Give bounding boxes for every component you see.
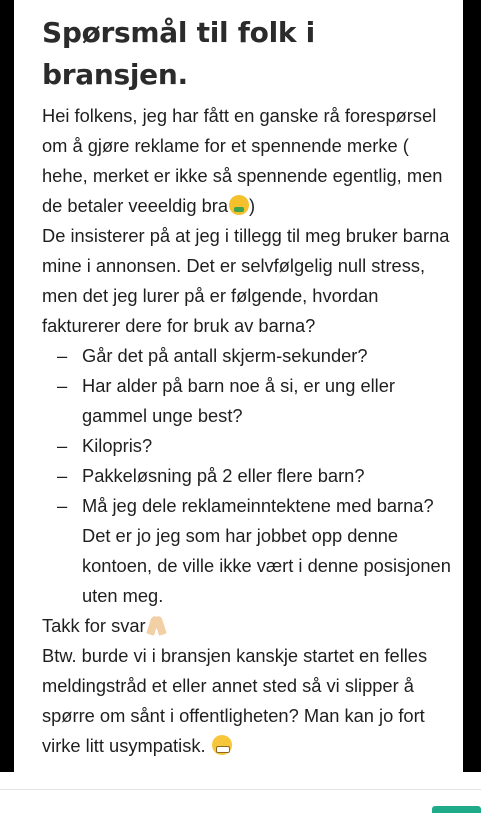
grimacing-face-icon bbox=[212, 735, 232, 755]
question-item: – Går det på antall skjerm-sekunder? bbox=[42, 341, 452, 371]
question-item: – Må jeg dele reklameinntektene med barna? Det er jo jeg som har jobbet opp denne kontoen, de ville ikke vært i denne posisjonen uten meg. bbox=[42, 491, 452, 611]
question-list bbox=[42, 341, 452, 611]
question-item: – Kilopris? bbox=[42, 431, 452, 461]
thanks-line bbox=[42, 611, 452, 641]
intro-close: ) bbox=[249, 195, 256, 216]
thanks-text: Takk for svar bbox=[42, 615, 146, 636]
closing-text: Btw. burde vi i bransjen kanskje startet en felles meldingstråd et eller annet sted så vi slipper å spørre om sånt i offentligheten? Man kan jo fort virke litt usympatisk. bbox=[42, 645, 428, 756]
action-button[interactable] bbox=[432, 806, 481, 813]
toolbar-divider bbox=[0, 789, 481, 790]
question-item: – Pakkeløsning på 2 eller flere barn? bbox=[42, 461, 452, 491]
post-title: Spørsmål til folk i bransjen. bbox=[42, 16, 315, 91]
closing-paragraph bbox=[42, 641, 452, 761]
intro-paragraph bbox=[42, 101, 452, 221]
second-paragraph: De insisterer på at jeg i tillegg til meg bruker barna mine i annonsen. Det er selvfølgelig null stress, men det jeg lurer på er følgende, hvordan fakturerer dere for bruk av barna? bbox=[42, 225, 450, 336]
folded-hands-icon bbox=[146, 615, 168, 635]
intro-text: Hei folkens, jeg har fått en ganske rå forespørsel om å gjøre reklame for et spennende merke ( hehe, merket er ikke så spennende egentlig, men de betaler veeeldig bra bbox=[42, 105, 443, 216]
post-body bbox=[42, 101, 452, 761]
money-mouth-face-icon bbox=[229, 195, 249, 215]
question-item: – Har alder på barn noe å si, er ung eller gammel unge best? bbox=[42, 371, 452, 431]
left-black-border bbox=[0, 0, 14, 772]
bottom-toolbar bbox=[0, 772, 481, 813]
right-black-border bbox=[463, 0, 481, 772]
note-screenshot[interactable] bbox=[14, 0, 463, 772]
